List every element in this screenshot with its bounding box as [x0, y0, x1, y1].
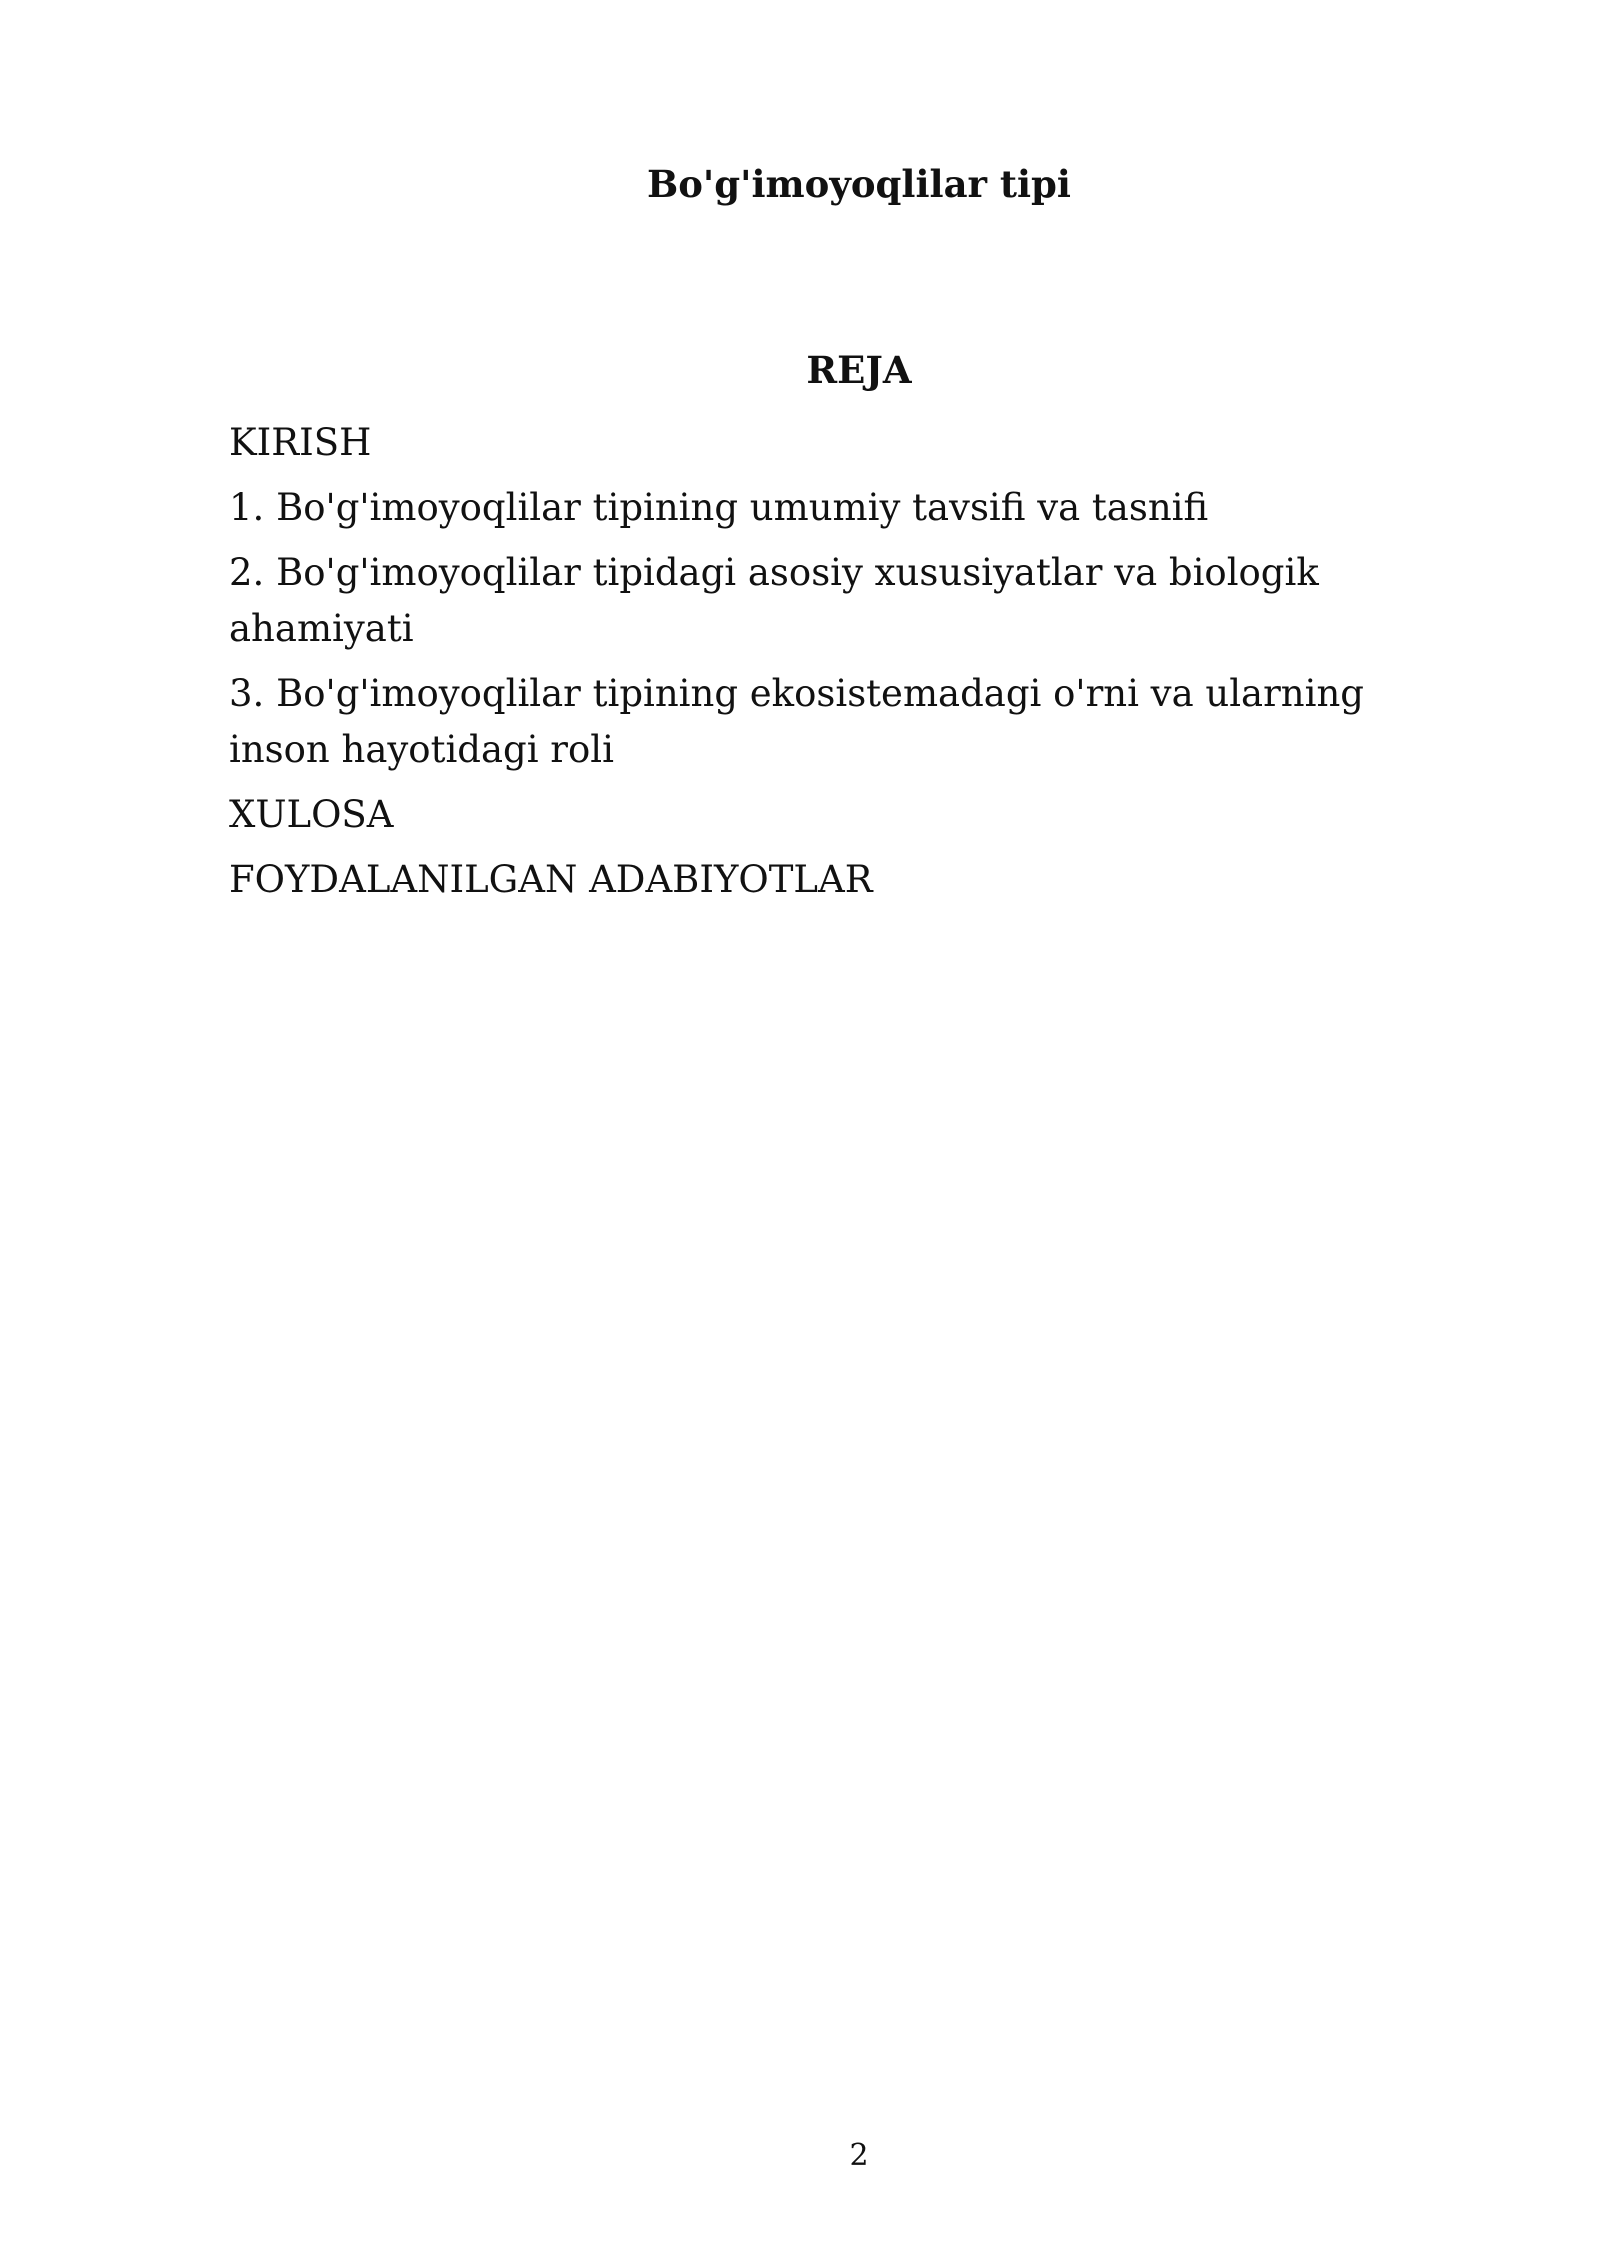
plan-list	[229, 415, 1409, 917]
plan-heading: REJA	[806, 348, 912, 392]
plan-item-introduction: KIRISH	[229, 421, 372, 464]
plan-item-conclusion: XULOSA	[229, 793, 394, 836]
plan-item-2: 2. Bo'g'imoyoqlilar tipidagi asosiy xususiyatlar va biologik ahamiyati	[229, 551, 1319, 650]
plan-item-1: 1. Bo'g'imoyoqlilar tipining umumiy tavsifi va tasnifi	[229, 486, 1209, 529]
plan-item-references: FOYDALANILGAN ADABIYOTLAR	[229, 858, 873, 901]
page-number: 2	[849, 2138, 869, 2173]
plan-item-3: 3. Bo'g'imoyoqlilar tipining ekosistemadagi o'rni va ularning inson hayotidagi roli	[229, 672, 1364, 771]
document-title: Bo'g'imoyoqlilar tipi	[646, 162, 1071, 206]
